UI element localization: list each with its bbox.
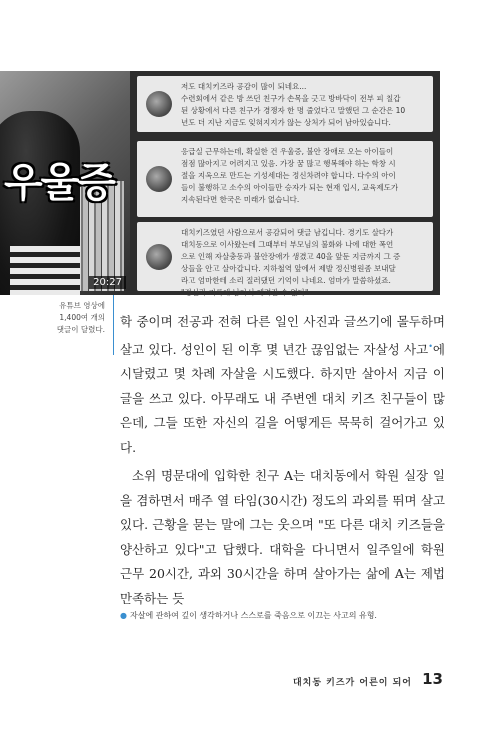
- body-text: [120, 310, 445, 611]
- avatar: [146, 166, 172, 192]
- comment-text: 대치키즈였던 사람으로서 공감되어 댓글 남깁니다. 경기도 살다가 대치동으로 이사왔는데 그때부터 부모님의 불화와 나에 대한 폭언 으로 인해 자살충동과 불안장애가 생겼고 40을 앞둔 지금까지 그 증 상들을 안고 살아갑니다. 지하철역 앞에서 제발 정신병원좀 보내달 라고 엄마한테 소리 질러댔던 기억이 나네요. 엄마가 말씀하셨죠. "정신과 기록에 남아서 데려갈 수 없다".: [181, 228, 401, 297]
- video-duration: 20:27: [89, 276, 126, 289]
- comments-panel: [130, 71, 440, 295]
- video-title-overlay: 우울증: [4, 160, 114, 206]
- footnote-bullet-icon: ●: [120, 611, 127, 620]
- running-title: 대치동 키즈가 어른이 되어: [292, 678, 412, 688]
- paragraph-2: 소위 명문대에 입학한 친구 A는 대치동에서 학원 실장 일을 겸하면서 매주 열 타임(30시간) 정도의 과외를 뛰며 살고 있다. 근황을 묻는 말에 그는 웃으며 "또 다른 대치 키즈들을 양산하고 있다"고 답했다. 대학을 다니면서 일주일에 학원 근무 20시간, 과외 30시간을 하며 살아가는 삶에 A는 제법 만족하는 듯: [120, 468, 445, 606]
- page-number: 13: [422, 670, 443, 688]
- comment-text: 응급실 근무하는데, 확실한 건 우울증, 불안 장애로 오는 아이들이 점점 많아지고 어려지고 있음. 가장 꿈 많고 행복해야 하는 학창 시 절을 지옥으로 만드는 기성세대는 정신차려야 합니다. 다수의 아이 들이 불행하고 소수의 아이들만 승자가 되는 현재 입시, 교육제도가 지속된다면 한국은 미래가 없습니다.: [181, 147, 399, 204]
- caption-divider: [113, 295, 114, 355]
- avatar: [146, 244, 172, 270]
- footnote-text: 자살에 관하여 깊이 생각하거나 스스로를 죽음으로 이끄는 사고의 유형.: [129, 611, 377, 620]
- comment-card: [137, 76, 433, 132]
- striped-shirt: [10, 246, 80, 295]
- paragraph-1-start: 학 중이며 전공과 전혀 다른 일인 사진과 글쓰기에 몰두하며 살고 있다. 성인이 된 이후 몇 년간 끊임없는 자살성 사고: [120, 314, 445, 357]
- comment-card: [137, 222, 433, 297]
- photo-caption: 유튜브 영상에 1,400여 개의 댓글이 달렸다.: [56, 301, 105, 334]
- avatar: [146, 91, 172, 117]
- footnote-marker: •: [428, 341, 433, 351]
- paragraph-1: [120, 310, 445, 460]
- comment-card: [137, 141, 433, 217]
- comment-text: 저도 대치키즈라 공감이 많이 되네요... 수련회에서 같은 방 쓰던 친구가 손목을 긋고 방바닥이 전부 피 칠갑 된 상황에서 다른 친구가 경쟁자 한 명 줄었다고 말했던 그 순간은 10 년도 더 지난 지금도 잊혀지지가 않는 상처가 되어 남아있습니다.: [181, 82, 406, 127]
- paragraph-1-end: 에 시달렸고 몇 차례 자살을 시도했다. 하지만 살아서 지금 이 글을 쓰고 있다. 아무래도 내 주변엔 대치 키즈 친구들이 많은데, 그들 또한 자신의 길을 어떻게든 묵묵히 걸어가고 있다.: [120, 341, 445, 455]
- youtube-video-photo: [0, 71, 130, 295]
- footnote: [120, 610, 450, 621]
